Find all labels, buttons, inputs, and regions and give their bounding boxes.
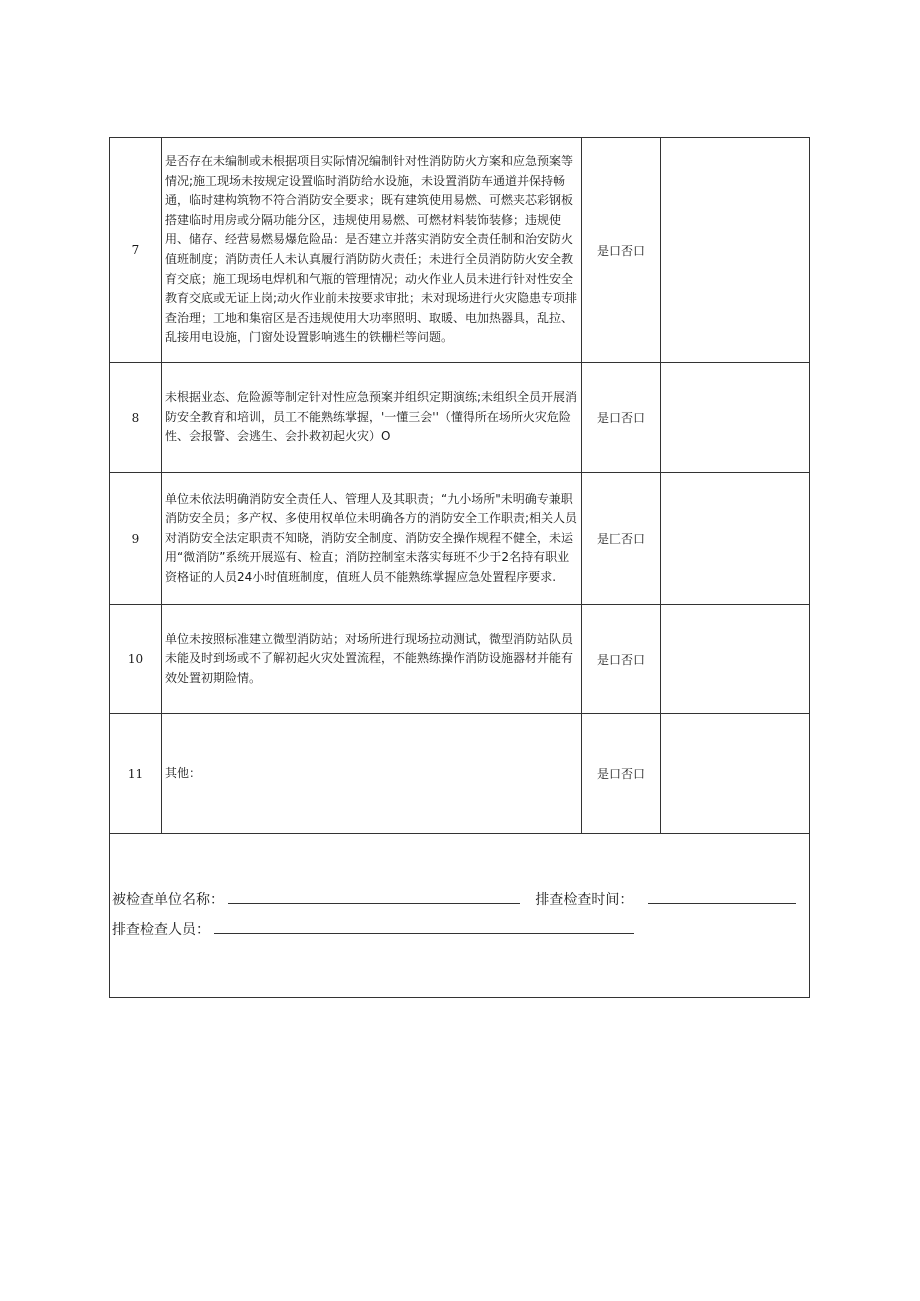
- remark-cell[interactable]: [661, 363, 810, 473]
- row-number: 7: [110, 138, 162, 363]
- yes-no-check[interactable]: 是口否口: [582, 605, 661, 714]
- signature-section: [110, 833, 811, 998]
- yes-no-check[interactable]: 是口否口: [582, 363, 661, 473]
- unit-name-label: 被检查单位名称：: [112, 892, 224, 908]
- row-description: 是否存在未编制或未根据项目实际情况编制针对性消防防火方案和应急预案等情况;施工现场未按规定设置临时消防给水设施，未设置消防车通道并保持畅通，临时建构筑物不符合消防安全要求；既有建筑使用易燃、可燃夹芯彩钢板搭建临时用房或分隔功能分区，违规使用易燃、可燃材料装饰装修；违规使用、储存、经营易燃易爆危险品：是否建立并落实消防安全责任制和治安防火值班制度；消防责任人未认真履行消防防火责任；未进行全员消防防火安全教育交底；施工现场电焊机和气瓶的管理情况；动火作业人员未进行针对性安全教育交底或无证上岗;动火作业前未按要求审批；未对现场进行火灾隐患专项排查治理；工地和集宿区是否违规使用大功率照明、取暖、电加热器具，乱拉、乱接用电设施，门窗处设置影响逃生的铁栅栏等问题。: [162, 138, 582, 363]
- remark-cell[interactable]: [661, 473, 810, 605]
- row-description: 单位未依法明确消防安全责任人、管理人及其职责；“九小场所"未明确专兼职消防安全员；多产权、多使用权单位未明确各方的消防安全工作职责;相关人员对消防安全法定职责不知晓，消防安全制度、消防安全操作规程不健全，未运用“微消防”系统开展巡有、检直；消防控制室未落实每班不少于2名持有职业资格证的人员24小时值班制度，值班人员不能熟练掌握应急处置程序要求.: [162, 473, 582, 605]
- row-number: 8: [110, 363, 162, 473]
- row-description: 其他：: [162, 714, 582, 834]
- row-number: 11: [110, 714, 162, 834]
- row-description: 未根据业态、危险源等制定针对性应急预案并组织定期演练;未组织全员开展消防安全教育和培训，员工不能熟练掌握，'一懂三会''（懂得所在场所火灾危险性、会报警、会逃生、会扑救初起火灾）O: [162, 363, 582, 473]
- inspector-field[interactable]: [214, 921, 634, 934]
- unit-name-field[interactable]: [228, 891, 520, 904]
- inspection-table: [109, 137, 810, 998]
- remark-cell[interactable]: [661, 714, 810, 834]
- inspector-row: [112, 919, 634, 939]
- table-row: [110, 605, 810, 714]
- inspection-rows: [109, 137, 810, 834]
- unit-row: [112, 889, 796, 909]
- inspector-label: 排查检查人员：: [112, 922, 210, 938]
- table-row: [110, 363, 810, 473]
- row-number: 10: [110, 605, 162, 714]
- inspection-time-label: 排查检查时间：: [535, 892, 634, 908]
- yes-no-check[interactable]: 是口否口: [582, 138, 661, 363]
- table-row: [110, 714, 810, 834]
- table-row: [110, 473, 810, 605]
- yes-no-check[interactable]: 是口否口: [582, 714, 661, 834]
- remark-cell[interactable]: [661, 138, 810, 363]
- row-number: 9: [110, 473, 162, 605]
- remark-cell[interactable]: [661, 605, 810, 714]
- row-description: 单位未按照标准建立微型消防站；对场所进行现场拉动测试，微型消防站队员未能及时到场或不了解初起火灾处置流程，不能熟练操作消防设施器材并能有效处置初期险情。: [162, 605, 582, 714]
- yes-no-check[interactable]: 是匚否口: [582, 473, 661, 605]
- inspection-time-field[interactable]: [648, 891, 796, 904]
- table-row: [110, 138, 810, 363]
